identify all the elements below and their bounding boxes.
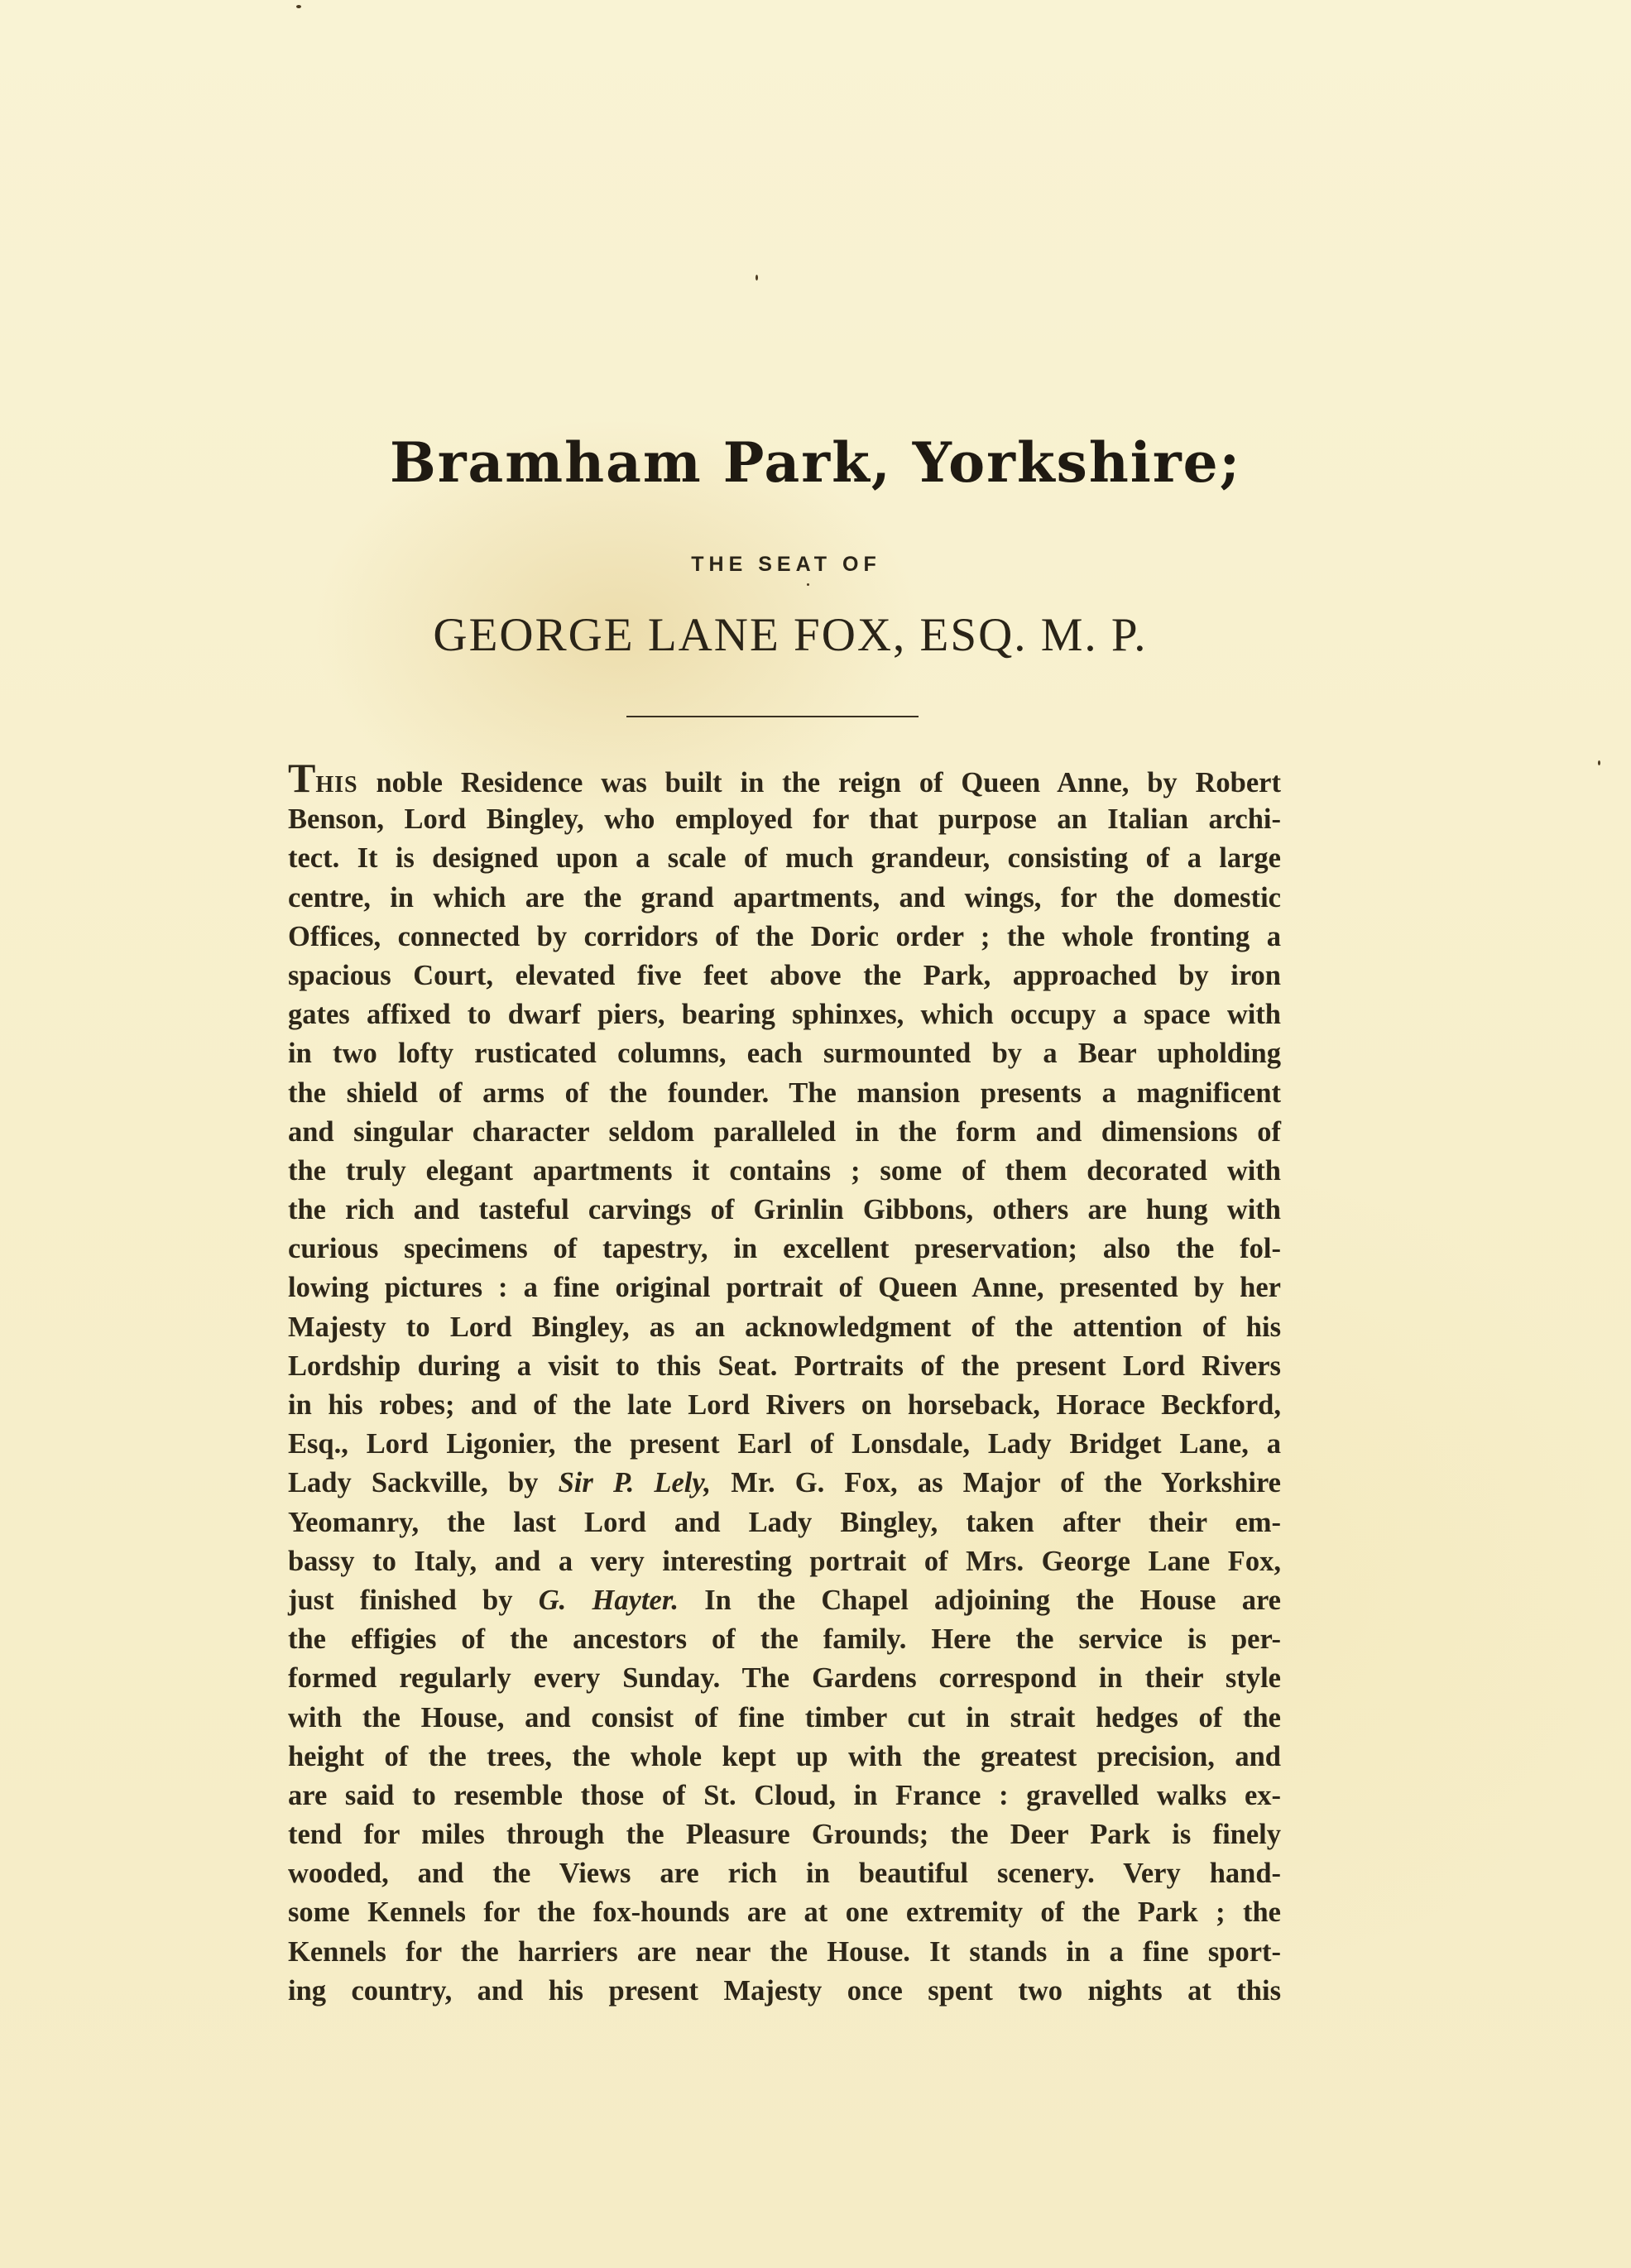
body-paragraph bbox=[288, 755, 1281, 2011]
text-segment: In the Chapel adjoining the House are bbox=[678, 1584, 1281, 1616]
text-segment: Lady Sackville, by bbox=[288, 1467, 559, 1499]
text-line: spacious Court, elevated five feet above the Park, approached by iron bbox=[288, 959, 1281, 991]
paper-speck bbox=[756, 275, 758, 281]
italic-name: G. Hayter. bbox=[538, 1584, 679, 1616]
text-line bbox=[288, 1581, 1281, 1620]
text-line bbox=[288, 1464, 1281, 1503]
text-line: with the House, and consist of fine timber cut in strait hedges of the bbox=[288, 1701, 1281, 1733]
text-line: Benson, Lord Bingley, who employed for that purpose an Italian archi- bbox=[288, 803, 1281, 836]
text-line: Lordship during a visit to this Seat. Portraits of the present Lord Rivers bbox=[288, 1350, 1281, 1382]
paper-speck bbox=[807, 583, 809, 586]
text-line: gates affixed to dwarf piers, bearing sphinxes, which occupy a space with bbox=[288, 999, 1281, 1031]
text-line: the shield of arms of the founder. The mansion presents a magnificent bbox=[288, 1076, 1281, 1109]
text-line: are said to resemble those of St. Cloud, in France : gravelled walks ex- bbox=[288, 1779, 1281, 1811]
text-line: tect. It is designed upon a scale of much grandeur, consisting of a large bbox=[288, 842, 1281, 875]
text-segment: just finished by bbox=[288, 1584, 539, 1616]
subtitle-seat-of: THE SEAT OF bbox=[691, 553, 881, 576]
drop-cap: T bbox=[288, 755, 316, 801]
page-title: Bramham Park, Yorkshire; bbox=[389, 430, 1242, 495]
text-line: the effigies of the ancestors of the family. Here the service is per- bbox=[288, 1623, 1281, 1656]
text-line: Kennels for the harriers are near the House. It stands in a fine sport- bbox=[288, 1935, 1281, 1968]
text-line: in his robes; and of the late Lord Rivers on horseback, Horace Beckford, bbox=[288, 1389, 1281, 1421]
small-caps: HIS bbox=[315, 772, 358, 798]
paper-speck bbox=[296, 5, 301, 8]
text-line: in two lofty rusticated columns, each surmounted by a Bear upholding bbox=[288, 1038, 1281, 1070]
text-line: the truly elegant apartments it contains ; some of them decorated with bbox=[288, 1154, 1281, 1187]
text-line: centre, in which are the grand apartments, and wings, for the domestic bbox=[288, 881, 1281, 913]
text-line: bassy to Italy, and a very interesting portrait of Mrs. George Lane Fox, bbox=[288, 1545, 1281, 1577]
italic-name: Sir P. Lely, bbox=[558, 1467, 712, 1499]
text-segment: Mr. G. Fox, as Major of the Yorkshire bbox=[711, 1467, 1281, 1499]
text-line: and singular character seldom paralleled in the form and dimensions of bbox=[288, 1115, 1281, 1148]
divider-rule bbox=[626, 716, 919, 717]
text-line: Yeomanry, the last Lord and Lady Bingley, taken after their em- bbox=[288, 1506, 1281, 1538]
text-line: the rich and tasteful carvings of Grinlin Gibbons, others are hung with bbox=[288, 1194, 1281, 1226]
text-line: tend for miles through the Pleasure Grounds; the Deer Park is finely bbox=[288, 1819, 1281, 1851]
text-line: curious specimens of tapestry, in excellent preservation; also the fol- bbox=[288, 1233, 1281, 1265]
text-line: some Kennels for the fox-hounds are at one extremity of the Park ; the bbox=[288, 1896, 1281, 1929]
owner-name: GEORGE LANE FOX, ESQ. M. P. bbox=[433, 609, 1148, 661]
text-line: Esq., Lord Ligonier, the present Earl of Lonsdale, Lady Bridget Lane, a bbox=[288, 1428, 1281, 1460]
paper-speck bbox=[1598, 760, 1600, 765]
text-line: Majesty to Lord Bingley, as an acknowledgment of the attention of his bbox=[288, 1311, 1281, 1343]
text-line: ing country, and his present Majesty once spent two nights at this bbox=[288, 1974, 1281, 2007]
text-line: height of the trees, the whole kept up with the greatest precision, and bbox=[288, 1740, 1281, 1772]
text-line-rest: noble Residence was built in the reign of Queen Anne, by Robert bbox=[357, 767, 1281, 798]
text-line: formed regularly every Sunday. The Gardens correspond in their style bbox=[288, 1662, 1281, 1695]
text-line: lowing pictures : a fine original portrait of Queen Anne, presented by her bbox=[288, 1272, 1281, 1304]
text-line: wooded, and the Views are rich in beautiful scenery. Very hand- bbox=[288, 1858, 1281, 1890]
text-line bbox=[288, 755, 1281, 801]
text-line: Offices, connected by corridors of the Doric order ; the whole fronting a bbox=[288, 920, 1281, 952]
